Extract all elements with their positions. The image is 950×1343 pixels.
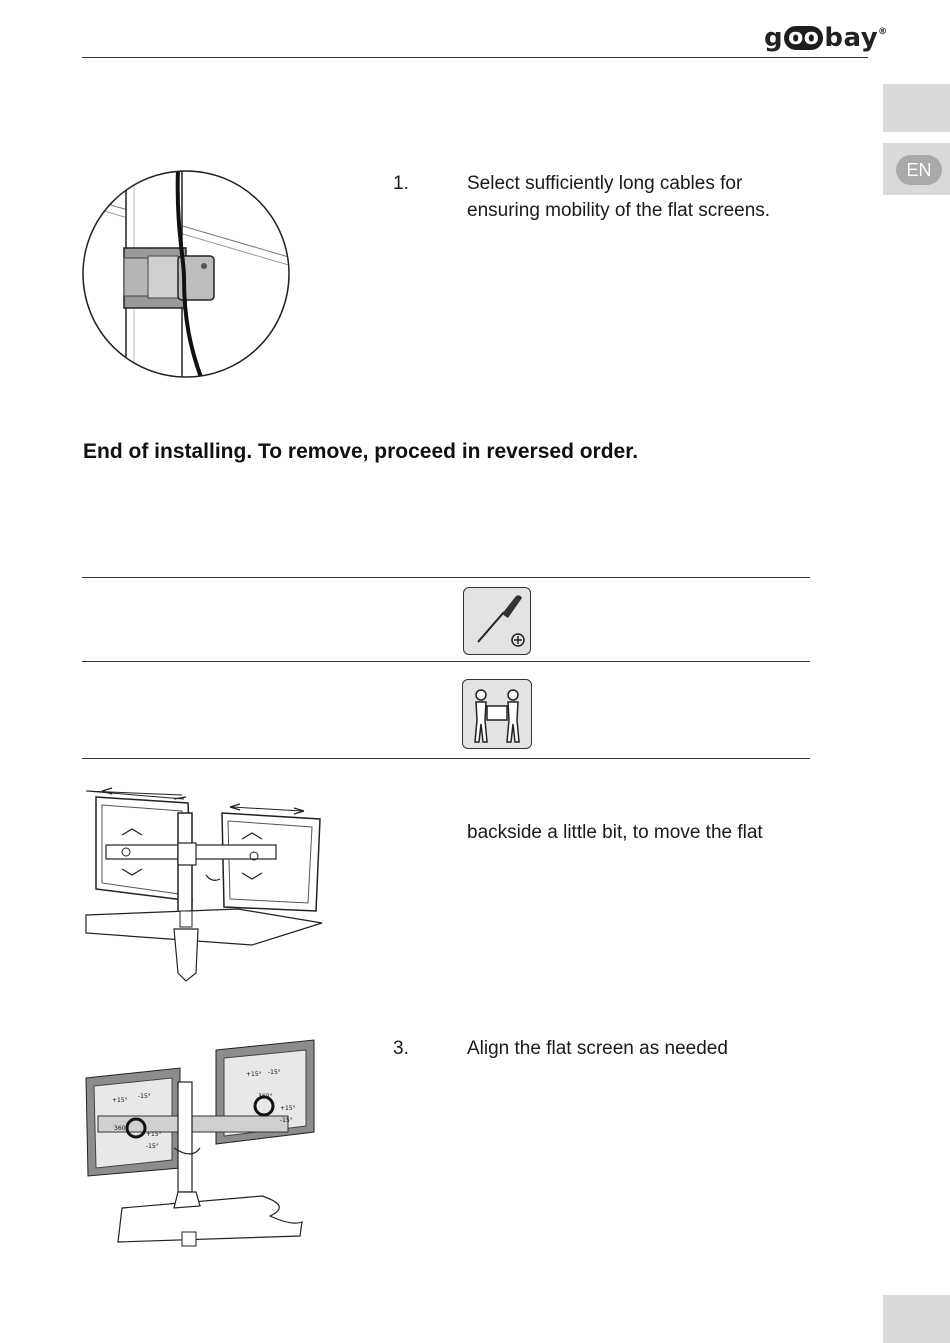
step-1-line-2: ensuring mobility of the flat screens. xyxy=(467,200,771,221)
header-rule xyxy=(82,57,868,58)
table-rule-middle xyxy=(82,661,810,662)
table-rule-bottom xyxy=(82,758,810,759)
cable-clip-illustration xyxy=(80,168,292,380)
screwdriver-phillips-icon xyxy=(463,587,531,655)
rot-right-d: -15° xyxy=(280,1117,293,1124)
language-badge: EN xyxy=(896,155,942,185)
rot-right-b: -15° xyxy=(268,1069,281,1076)
logo-text-oo: oo xyxy=(784,26,823,50)
side-tab-bottom xyxy=(883,1295,950,1343)
two-persons-carry-icon xyxy=(462,679,532,749)
step-2-line-1: backside a little bit, to move the flat xyxy=(467,822,763,843)
rot-right-c: +15° xyxy=(280,1105,296,1112)
align-screens-illustration xyxy=(82,1036,318,1254)
step-3-number: 3. xyxy=(393,1038,409,1059)
step-3-line-1: Align the flat screen as needed xyxy=(467,1038,728,1059)
end-of-installation-note: End of installing. To remove, proceed in reversed order. xyxy=(83,440,639,463)
table-rule-top xyxy=(82,577,810,578)
side-tab-top xyxy=(883,84,950,132)
rot-right-a: +15° xyxy=(246,1071,262,1078)
goobay-logo xyxy=(764,14,888,56)
rot-left-360: 360° xyxy=(114,1125,129,1132)
step-1-number: 1. xyxy=(393,173,409,194)
step-1-line-1: Select sufficiently long cables for xyxy=(467,173,743,194)
rot-left-a: +15° xyxy=(112,1097,128,1104)
rot-left-d: -15° xyxy=(146,1143,159,1150)
logo-registered-mark: ® xyxy=(878,27,888,37)
rot-right-360: 360° xyxy=(258,1093,273,1100)
rot-left-b: -15° xyxy=(138,1093,151,1100)
rot-left-c: +15° xyxy=(146,1131,162,1138)
logo-text-post: bay xyxy=(824,23,879,53)
logo-text-pre: g xyxy=(764,23,784,53)
slide-screens-illustration xyxy=(82,783,326,989)
